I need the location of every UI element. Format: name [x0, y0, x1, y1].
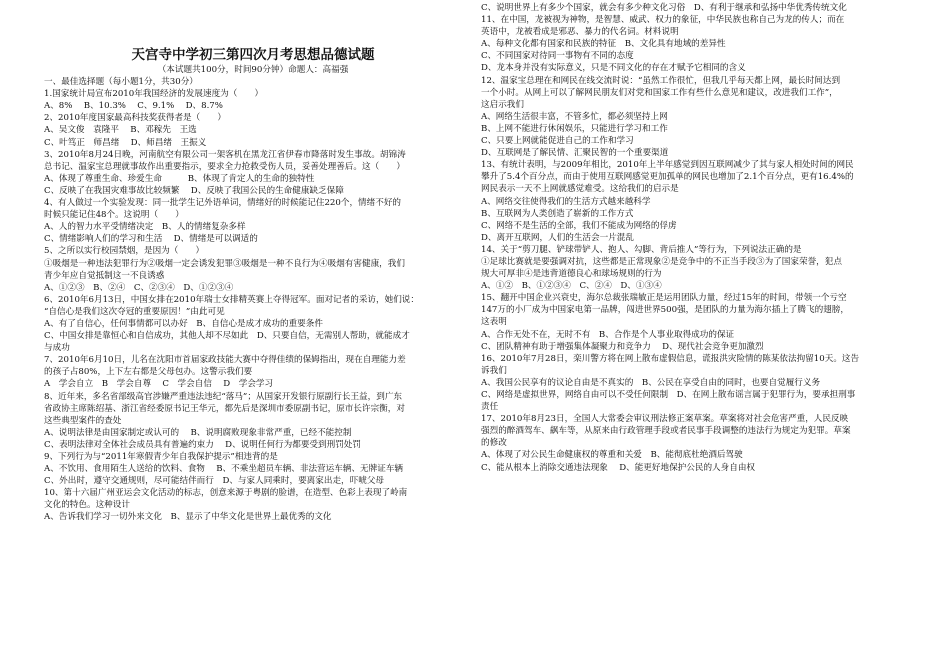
text-line: A、网络生活很丰富，不管多忙，都必须坚持上网 — [481, 111, 668, 122]
text-line: 的孩子占80%，上下左右都是父母包办。这警示我们要 — [44, 367, 253, 378]
left-question-list — [44, 76, 462, 523]
text-line: 责任 — [481, 402, 499, 413]
text-line: 17、2010年8月23日，全国人大常委会审议刑法修正案草案。草案将对社会危害严重，人民反映 — [481, 414, 849, 425]
text-line: A、①② B、①②③④ C、②④ D、①③④ — [481, 281, 662, 292]
text-line: ①吸烟是一种违法犯罪行为②吸烟一定会诱发犯罪③吸烟是一种不良行为④吸烟有害健康，我们 — [44, 258, 405, 269]
text-line: 与成功 — [44, 343, 70, 354]
text-line: A、不饮用、食用陌生人送给的饮料、食物 B、不乘坐超员车辆、非法营运车辆、无牌证车辆 — [44, 464, 404, 475]
text-line: B、互联网为人类创造了崭新的工作方式 — [481, 208, 634, 219]
text-line: D、离开互联网，人们的生活会一片混乱 — [481, 232, 634, 243]
text-line: 诉我们 — [481, 365, 507, 376]
exam-subtitle: （本试题共100分，时间90分钟）命题人：高福强 — [157, 65, 349, 75]
text-line: 网民表示一天不上网就感觉难受。这给我们的启示是 — [481, 184, 679, 195]
text-line: C、网络不是生活的全部，我们不能成为网络的俘虏 — [481, 220, 677, 231]
text-line: A、体现了尊重生命、珍爱生命 B、体现了肯定人的生命的独特性 — [44, 173, 315, 184]
text-line: A、告诉我们学习一切外来文化 B、显示了中华文化是世界上最优秀的文化 — [44, 512, 332, 523]
text-line: A、我国公民享有的议论自由是不真实的 B、公民在享受自由的同时，也要自觉履行义务 — [481, 377, 821, 388]
text-line: A、吴文俊 袁隆平 B、邓稼先 王选 — [44, 125, 197, 136]
text-line: 一、最佳选择题（每小题1分，共30分） — [44, 77, 198, 88]
text-line: 规大可厚非④是违背道德良心和球场规则的行为 — [481, 269, 662, 280]
text-line: 8、近年来，多名省部级高官涉嫌严重违法违纪“落马”；从国家开发银行原副行长王益，到广东 — [44, 391, 403, 402]
text-line: A 学会自立 B 学会自尊 C 学会自信 D 学会学习 — [44, 379, 274, 390]
right-question-list — [481, 2, 913, 474]
text-line: 2、2010年度国家最高科技奖获得者是（ ） — [44, 113, 227, 124]
text-line: ①足球比赛就是要强调对抗，这些都是正常现象②是竞争中的不正当手段③为了国家荣誉，犯点 — [481, 256, 842, 267]
left-column — [44, 46, 462, 524]
text-line: A、人的智力水平受情绪决定 B、人的情绪复杂多样 — [44, 222, 246, 233]
text-line: 147万的小厂成为中国家电第一品牌，闯进世界500强，是团队的力量为海尔插上了腾飞的翅膀， — [481, 305, 849, 316]
text-line: 15、翻开中国企业兴衰史，海尔总裁张瑞敏正是运用团队力量，经过15年的时间，带领一个亏空 — [481, 293, 847, 304]
text-line: C、只要上网就能促进自己的工作和学习 — [481, 136, 634, 147]
text-line: 6、2010年6月13日，中国女排在2010年瑞士女排精英赛上夺得冠军。面对记者的采访，她们说： — [44, 294, 419, 305]
text-line: 4、有人做过一个实验发现：同一批学生记外语单词，情绪好的时候能记住220个，情绪不好的 — [44, 198, 402, 209]
text-line: A、有了自信心，任何事情都可以办好 B、自信心是成才成功的重要条件 — [44, 318, 323, 329]
text-line: A、体现了对公民生命健康权的尊重和关爱 B、能彻底杜绝酒后驾驶 — [481, 450, 743, 461]
text-line: 14、关于“剪刀腿、铲球带铲人、抱人、勾脚、背后推人”等行为，下列说法正确的是 — [481, 244, 802, 255]
text-line: C、网络是虚拟世界，网络自由可以不受任何限制 D、在网上散布谣言属于犯罪行为，要承担刑事 — [481, 390, 856, 400]
text-line: C、团队精神有助于增强集体凝聚力和竞争力 D、现代社会竞争更加激烈 — [481, 341, 764, 352]
text-line: 一个小时。从网上可以了解网民朋友们对党和国家工作有些什么意见和建议，改进我们工作”， — [481, 87, 838, 98]
text-line: C、反映了在我国灾难事故比较频繁 D、反映了我国公民的生命健康缺乏保障 — [44, 185, 344, 196]
text-line: C、表明法律对全体社会成员具有普遍约束力 D、说明任何行为都要受到刑罚处罚 — [44, 439, 361, 450]
text-line: C、外出时，遵守交通规则，尽可能结伴而行 D、与家人同乘时，要离家出走，吓唬父母 — [44, 476, 385, 487]
text-line: 7、2010年6月10日，儿名在沈阳市首届家政技能大赛中夺得佳绩的保姆指出，现在自理能力差 — [44, 355, 406, 366]
text-line: 12、温家宝总理在和网民在线交流时说：“虽然工作很忙，但我几乎每天都上网，最长时间达到 — [481, 75, 841, 86]
text-line: A、8% B、10.3% C、9.1% D、8.7% — [44, 101, 223, 112]
right-column — [481, 2, 913, 474]
text-line: 3、2010年8月24日晚，河南航空有限公司一架客机在黑龙江省伊春市降落时发生事故。胡锦涛 — [44, 149, 406, 160]
text-line: 攀升了5.4个百分点，而由于使用互联网感觉更加孤单的网民也增加了2.1个百分点，更有16.4%的 — [481, 172, 854, 183]
text-line: 这些典型案件的查处 — [44, 415, 122, 426]
exam-title: 天宫寺中学初三第四次月考思想品德试题 — [131, 47, 375, 63]
text-line: 时候只能记住48个。这说明（ ） — [44, 210, 184, 221]
text-line: 10、第十六届广州亚运会文化活动的标志，创意来源于粤剧的脸谱，在造型、色彩上表现了岭南 — [44, 488, 408, 499]
text-line: 英语中，龙被看成是邪恶、暴力的代名词。材料说明 — [481, 27, 679, 38]
text-line: C、中国女排是靠恒心和自信成功，其他人却不尽如此 D、只要自信，无需别人帮助，就能成才 — [44, 331, 410, 342]
text-line: C、能从根本上消除交通违法现象 D、能更好地保护公民的人身自由权 — [481, 462, 756, 473]
text-line: 这启示我们 — [481, 99, 524, 110]
text-line: 16、2010年7月28日，栾川警方将在网上散布虚假信息，谎报洪灾险情的陈某依法拘留10天。这告 — [481, 353, 860, 364]
text-line: 的修改 — [481, 438, 507, 449]
text-line: A、每种文化都有国家和民族的特征 B、文化具有地域的差异性 — [481, 39, 726, 50]
text-line: 总书记、温家宝总理就事故作出重要指示，要求全力抢救受伤人员，妥善处理善后。这（ ） — [44, 161, 405, 172]
text-line: 1.国家统计局宣布2010年我国经济的发展速度为（ ） — [44, 89, 264, 100]
text-line: C、不同国家对待同一事物有不同的态度 — [481, 51, 634, 62]
text-line: 省政协主席陈绍基、浙江省经委原书记王华元，都先后是深圳市委原副书记，原市长许宗衡，对 — [44, 403, 405, 414]
text-line: 这表明 — [481, 317, 507, 328]
text-line: C、叶笃正 师昌绪 D、师昌绪 王振义 — [44, 137, 207, 148]
text-line: B、上网不能进行休闲娱乐，只能进行学习和工作 — [481, 123, 668, 134]
text-line: 强烈的醉酒驾车、飙车等，从原来由行政管理手段或者民事手段调整的违法行为规定为犯罪。草案 — [481, 426, 851, 437]
text-line: 11、在中国，龙被视为神物，是智慧、威武、权力的象征，中华民族也称自己为龙的传人；而在 — [481, 15, 845, 26]
text-line: 文化的特色。这种设计 — [44, 500, 130, 511]
text-line: 青少年应自觉抵制这一不良诱惑 — [44, 270, 165, 281]
text-line: “自信心是我们这次夺冠的重要原因！”由此可见 — [44, 306, 225, 317]
text-line: A、说明法律是由国家制定或认可的 B、说明腐败现象非常严重，已经不能控制 — [44, 427, 352, 438]
text-line: D、互联网是了解民情、汇聚民智的一个重要渠道 — [481, 148, 669, 159]
text-line: 13、有统计表明，与2009年相比，2010年上半年感觉到因互联网减少了其与家人相处时间的网民 — [481, 160, 854, 171]
text-line: C、说明世界上有多少个国家，就会有多少种文化习俗 D、有利于继承和弘扬中华优秀传统文化 — [481, 3, 847, 13]
text-line: A、合作无处不在，无时不有 B、合作是个人事业取得成功的保证 — [481, 329, 735, 340]
text-line: C、情绪影响人们的学习和生活 D、情绪是可以调适的 — [44, 234, 258, 245]
text-line: D、龙本身并没有实际意义，只是不同文化的存在才赋予它相同的含义 — [481, 63, 746, 74]
text-line: A、网络交往使得我们的生活方式越来越科学 — [481, 196, 651, 207]
text-line: 9、下列行为与“2011年寒假青少年自我保护提示”相违背的是 — [44, 452, 278, 462]
text-line: A、①②③ B、②④ C、②③④ D、①②③④ — [44, 282, 234, 293]
text-line: 5、之所以实行校园禁烟，是因为（ ） — [44, 246, 205, 257]
